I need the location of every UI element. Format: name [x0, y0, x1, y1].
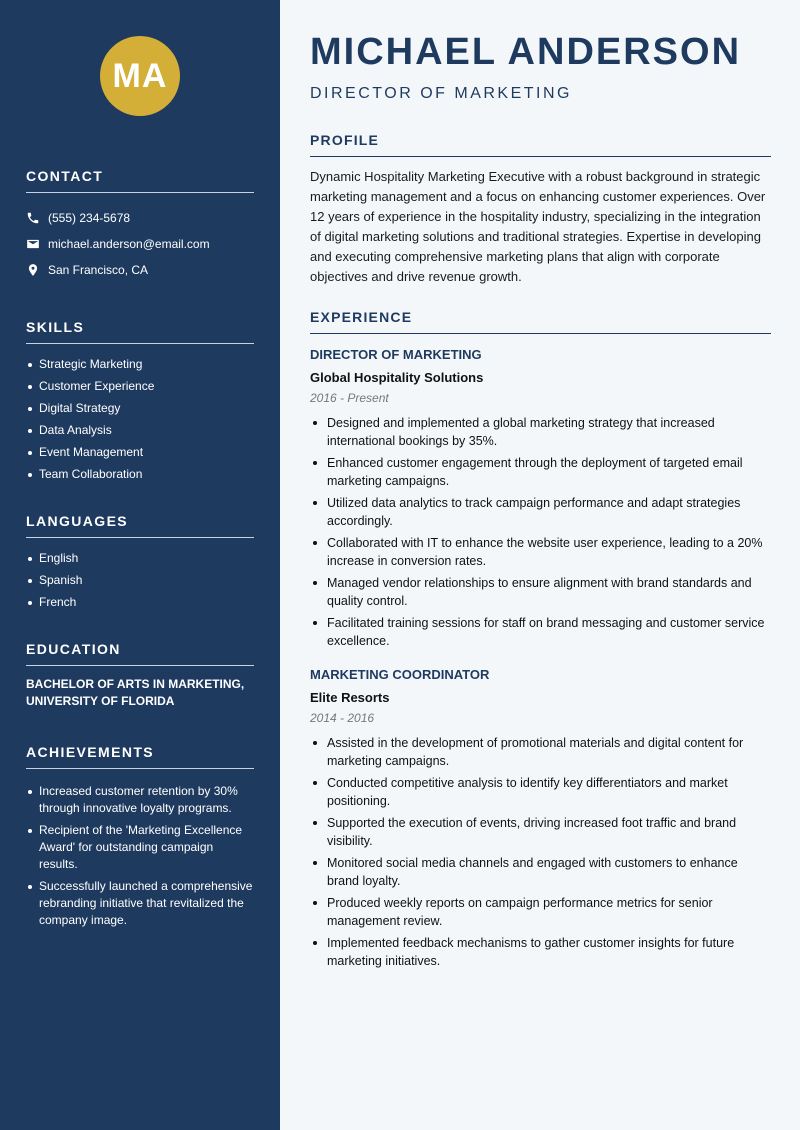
- job-bullet: Conducted competitive analysis to identify key differentiators and market positioning.: [310, 774, 771, 810]
- job-dates: 2014 - 2016: [310, 711, 375, 725]
- skills-list: [26, 356, 254, 483]
- achievement-item: Recipient of the 'Marketing Excellence Award' for outstanding campaign results.: [26, 822, 254, 873]
- job-bullet: Managed vendor relationships to ensure alignment with brand standards and quality control.: [310, 574, 771, 610]
- job-bullet: Collaborated with IT to enhance the website user experience, leading to a 20% increase in conversion rates.: [310, 534, 771, 570]
- contact-email: [26, 231, 254, 257]
- job-bullet: Designed and implemented a global marketing strategy that increased international bookings by 35%.: [310, 414, 771, 450]
- job-bullets: [310, 734, 771, 970]
- sidebar: [0, 0, 280, 1130]
- contact-heading: CONTACT: [26, 168, 254, 193]
- job-bullet: Produced weekly reports on campaign performance metrics for senior management review.: [310, 894, 771, 930]
- education-degree: BACHELOR OF ARTS IN MARKETING, UNIVERSITY OF FLORIDA: [26, 677, 245, 708]
- achievements-list: [26, 783, 254, 929]
- email-text: michael.anderson@email.com: [48, 237, 210, 251]
- job-bullet: Facilitated training sessions for staff on brand messaging and customer service excellence.: [310, 614, 771, 650]
- achievements-section: [26, 744, 254, 929]
- contact-section: [26, 168, 254, 283]
- job-bullet: Implemented feedback mechanisms to gather customer insights for future marketing initiatives.: [310, 934, 771, 970]
- profile-heading: PROFILE: [310, 132, 771, 157]
- education-heading: EDUCATION: [26, 641, 254, 666]
- skills-heading: SKILLS: [26, 319, 254, 344]
- achievements-heading: ACHIEVEMENTS: [26, 744, 254, 769]
- phone-icon: [26, 211, 40, 225]
- location-pin-icon: [26, 263, 40, 277]
- language-item: French: [26, 594, 254, 611]
- job-bullet: Supported the execution of events, driving increased foot traffic and brand visibility.: [310, 814, 771, 850]
- contact-location: [26, 257, 254, 283]
- job-bullet: Enhanced customer engagement through the deployment of targeted email marketing campaigns.: [310, 454, 771, 490]
- language-item: Spanish: [26, 572, 254, 589]
- skills-section: [26, 319, 254, 483]
- experience-heading: EXPERIENCE: [310, 309, 771, 334]
- languages-list: [26, 550, 254, 611]
- contact-phone: [26, 205, 254, 231]
- skill-item: Customer Experience: [26, 378, 254, 395]
- job-title: MARKETING COORDINATOR: [310, 667, 490, 682]
- phone-text: (555) 234-5678: [48, 211, 131, 225]
- location-text: San Francisco, CA: [48, 263, 149, 277]
- experience-section: [310, 309, 771, 970]
- profile-section: [310, 132, 771, 287]
- job-company: Elite Resorts: [310, 690, 390, 705]
- skill-item: Digital Strategy: [26, 400, 254, 417]
- job-bullets: [310, 414, 771, 650]
- achievement-item: Successfully launched a comprehensive rebranding initiative that revitalized the company image.: [26, 878, 254, 929]
- profile-text: Dynamic Hospitality Marketing Executive with a robust background in strategic marketing management and a focus on enhancing customer experiences. Over 12 years of experience in the hospitality industry, specializing in the integration of digital marketing solutions and traditional strategies. Expertise in developing and executing comprehensive marketing plans that align with corporate objectives and drive revenue growth.: [310, 169, 766, 284]
- job-company: Global Hospitality Solutions: [310, 370, 484, 385]
- job-bullet: Monitored social media channels and engaged with customers to enhance brand loyalty.: [310, 854, 771, 890]
- languages-heading: LANGUAGES: [26, 513, 254, 538]
- person-name: MICHAEL ANDERSON: [310, 31, 742, 73]
- job-bullet: Utilized data analytics to track campaign performance and adapt strategies accordingly.: [310, 494, 771, 530]
- skill-item: Team Collaboration: [26, 466, 254, 483]
- job-dates: 2016 - Present: [310, 391, 389, 405]
- education-section: [26, 641, 254, 710]
- job-title: DIRECTOR OF MARKETING: [310, 347, 482, 362]
- job-title-header: DIRECTOR OF MARKETING: [310, 85, 572, 102]
- skill-item: Data Analysis: [26, 422, 254, 439]
- language-item: English: [26, 550, 254, 567]
- skill-item: Event Management: [26, 444, 254, 461]
- mail-icon: [26, 237, 40, 251]
- job-entry: [310, 666, 771, 970]
- achievement-item: Increased customer retention by 30% through innovative loyalty programs.: [26, 783, 254, 817]
- skill-item: Strategic Marketing: [26, 356, 254, 373]
- languages-section: [26, 513, 254, 611]
- contact-list: [26, 205, 254, 283]
- main-content: [280, 0, 800, 1130]
- job-entry: [310, 346, 771, 650]
- avatar: MA: [100, 36, 180, 116]
- job-bullet: Assisted in the development of promotional materials and digital content for marketing campaigns.: [310, 734, 771, 770]
